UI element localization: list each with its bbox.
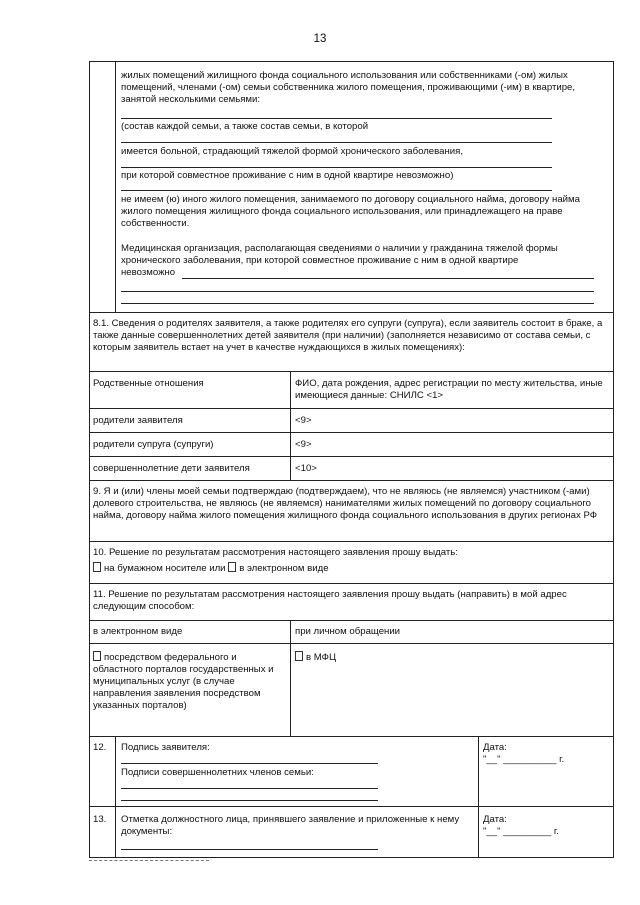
section-10-options: [93, 562, 605, 575]
section-13-number: 13.: [93, 814, 107, 825]
family-composition-hint-2: имеется больной, страдающий тяжелой формой хронического заболевания,: [121, 146, 463, 157]
section-11-text: 11. Решение по результатам рассмотрения настоящего заявления прошу выдать (направить) в мой адрес следующим способом:: [93, 589, 567, 612]
portal-option-label: посредством федерального и областного порталов государственных и муниципальных услуг (в случае направления заявления посредством указанных порталов): [93, 652, 274, 711]
fill-line[interactable]: [182, 278, 594, 279]
row-divider: [89, 736, 614, 737]
fill-line[interactable]: [121, 291, 594, 292]
row-divider: [89, 456, 614, 457]
electronic-option-label: в электронном виде: [239, 563, 329, 574]
row-divider: [89, 408, 614, 409]
fill-line: [121, 142, 552, 143]
fill-line: [121, 190, 552, 191]
family-composition-hint-3: при которой совместное проживание с ним в одной квартире невозможно): [121, 170, 454, 181]
date-field[interactable]: "__" __________ г.: [483, 754, 565, 765]
family-composition-hint-1: (состав каждой семьи, а также состав семьи, в которой: [121, 121, 369, 132]
page-number: 13: [313, 33, 327, 45]
official-mark-label: Отметка должностного лица, принявшего заявление и приложенные к нему документы:: [121, 814, 460, 837]
row-divider: [89, 541, 614, 542]
date-field[interactable]: "__" _________ г.: [483, 826, 559, 837]
portal-checkbox[interactable]: [93, 651, 101, 661]
data-cell[interactable]: <9>: [295, 439, 312, 450]
data-cell[interactable]: <10>: [295, 463, 317, 474]
applicant-signature-label: Подпись заявителя:: [121, 742, 210, 753]
col-divider: [290, 620, 291, 736]
relation-cell: родители супруга (супруги): [93, 439, 214, 450]
section-9-text: 9. Я и (или) члены моей семьи подтверждаю (подтверждаем), что не являюсь (не являемся) участником (-ами) долевого строительства, не являюсь (не являемся) нанимателями жилых помещений по договору социального найма, договору найма жилого помещения жилищного фонда социального использования в других регионах РФ: [93, 486, 598, 521]
footnote-separator: [89, 860, 209, 861]
row-divider: [89, 643, 614, 644]
row-divider: [89, 480, 614, 481]
portal-option: [93, 651, 283, 712]
signature-line[interactable]: [121, 788, 378, 789]
medical-organization-text-end: невозможно: [121, 267, 176, 278]
relation-cell: совершеннолетние дети заявителя: [93, 463, 250, 474]
section-10-text: 10. Решение по результатам рассмотрения настоящего заявления прошу выдать:: [93, 547, 458, 558]
family-signatures-label: Подписи совершеннолетних членов семьи:: [121, 767, 314, 778]
family-composition-intro: жилых помещений жилищного фонда социального использования или собственниками (-ом) жилых помещений, членами (-ом) семьи собственника жилого помещения, проживающими (-им) в квартире, занятой несколькими семьями:: [121, 70, 576, 105]
row-divider: [89, 432, 614, 433]
fill-line[interactable]: [121, 303, 594, 304]
col-divider: [478, 736, 479, 858]
electronic-column-header: в электронном виде: [93, 626, 183, 637]
signature-line[interactable]: [121, 849, 378, 850]
mfc-checkbox[interactable]: [295, 651, 303, 661]
date-label: Дата:: [483, 814, 507, 825]
data-cell[interactable]: <9>: [295, 415, 312, 426]
col-divider: [290, 371, 291, 480]
no-other-housing-text: не имеем (ю) иного жилого помещения, занимаемого по договору социального найма, договору найма жилого помещения жилищного фонда социального использования, или принадлежащего на праве собственности.: [121, 194, 580, 229]
col-divider: [115, 61, 116, 312]
electronic-checkbox[interactable]: [228, 562, 236, 572]
row-divider: [89, 806, 614, 807]
mfc-option-label: в МФЦ: [306, 652, 337, 663]
date-label: Дата:: [483, 742, 507, 753]
paper-checkbox[interactable]: [93, 562, 101, 572]
relation-cell: родители заявителя: [93, 415, 183, 426]
section-8-1-text: 8.1. Сведения о родителях заявителя, а также родителях его супруги (супруга), если заявитель состоит в браке, а также данные совершеннолетних детей заявителя (при наличии) (заполняется независимо от состава семьи, с которым заявитель встает на учет в качестве нуждающихся в жилых помещениях):: [93, 318, 603, 353]
in-person-column-header: при личном обращении: [295, 626, 401, 637]
signature-line[interactable]: [121, 800, 378, 801]
signature-line[interactable]: [121, 763, 378, 764]
row-divider: [89, 620, 614, 621]
section-12-number: 12.: [93, 742, 107, 753]
medical-organization-text: Медицинская организация, располагающая сведениями о наличии у гражданина тяжелой формы хронического заболевания, при которой совместное проживание с ним в одной квартире: [121, 243, 558, 266]
row-divider: [89, 583, 614, 584]
mfc-option: [295, 651, 485, 664]
col-divider: [115, 736, 116, 858]
fill-line: [121, 118, 552, 119]
paper-option-label: на бумажном носителе или: [104, 563, 226, 574]
relation-column-header: Родственные отношения: [93, 378, 204, 389]
row-divider: [89, 312, 614, 313]
row-divider: [89, 371, 614, 372]
fill-line: [121, 167, 552, 168]
data-column-header: ФИО, дата рождения, адрес регистрации по месту жительства, иные имеющиеся данные: СНИЛС <1>: [295, 378, 603, 401]
